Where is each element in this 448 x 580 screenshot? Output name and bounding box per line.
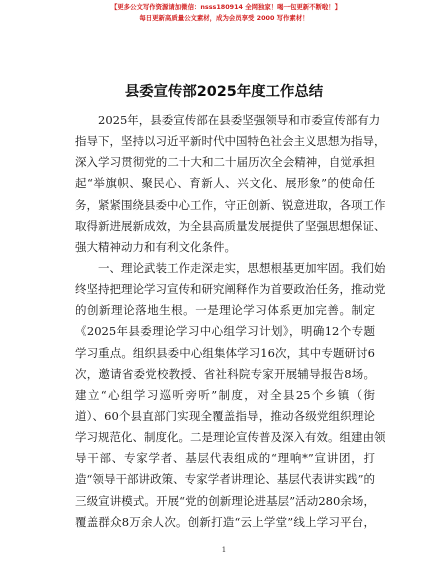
text-line: 道）、60个县直部门实现全覆盖指导，推动各级党组织理论 xyxy=(75,408,375,423)
document-title: 县委宣传部2025年度工作总结 xyxy=(124,84,324,100)
text-line: 三级宣讲模式。开展“党的创新理论进基层”活动280余场， xyxy=(75,493,375,508)
document-body xyxy=(75,110,386,533)
text-line: 务，紧紧围绕县委中心工作，守正创新、锐意进取，各项工作 xyxy=(75,197,386,212)
text-line: 学习重点。组织县委中心组集体学习16次，其中专题研讨6 xyxy=(75,345,375,360)
paragraph-intro xyxy=(75,110,386,258)
text-line: 强大精神动力和有利文化条件。 xyxy=(75,239,236,254)
text-line: 次，邀请省委党校教授、省社科院专家开展辅导报告8场。 xyxy=(75,366,375,381)
text-line: 覆盖群众8万余人次。创新打造“云上学堂”线上学习平台， xyxy=(75,514,375,529)
text-line: 一、理论武装工作走深走实，思想根基更加牢固。我们始 xyxy=(98,260,386,275)
paragraph-theory xyxy=(75,258,386,533)
text-line: 造“领导干部讲政策、专家学者讲理论、基层代表讲实践”的 xyxy=(75,472,375,487)
text-line: 起“举旗帜、聚民心、育新人、兴文化、展形象”的使命任 xyxy=(75,176,375,191)
promo-banner xyxy=(0,2,448,24)
text-line: 导干部、专家学者、基层代表组成的“理响*”宣讲团，打 xyxy=(75,451,375,466)
text-line: 学习规范化、制度化。二是理论宣传普及深入有效。组建由领 xyxy=(75,430,386,445)
page-number: 1 xyxy=(221,546,227,554)
text-line: 2025年，县委宣传部在县委坚强领导和市委宣传部有力 xyxy=(98,113,381,127)
promo-banner-line-1: 【更多公文写作资源请加微信：nsss180914 全网独家！喝一包更新不断啦！】 xyxy=(110,3,342,11)
text-line: 的创新理论落地生根。一是理论学习体系更加完善。制定 xyxy=(75,303,375,318)
text-line: 指导下，坚持以习近平新时代中国特色社会主义思想为指导， xyxy=(75,134,386,149)
text-line: 终坚持把理论学习宣传和研究阐释作为首要政治任务，推动党 xyxy=(75,282,386,297)
text-line: 建立“心组学习巡听旁听”制度，对全县25个乡镇（街 xyxy=(75,387,375,402)
text-line: 深入学习贯彻党的二十大和二十届历次全会精神，自觉承担 xyxy=(75,155,375,170)
promo-banner-line-2: 每日更新高质量公文素材，成为会员享受 2000 写作素材！ xyxy=(139,14,309,22)
text-line: 取得新进展新成效，为全县高质量发展提供了坚强思想保证、 xyxy=(75,218,386,233)
text-line: 《2025年县委理论学习中心组学习计划》，明确12个专题 xyxy=(75,324,375,339)
